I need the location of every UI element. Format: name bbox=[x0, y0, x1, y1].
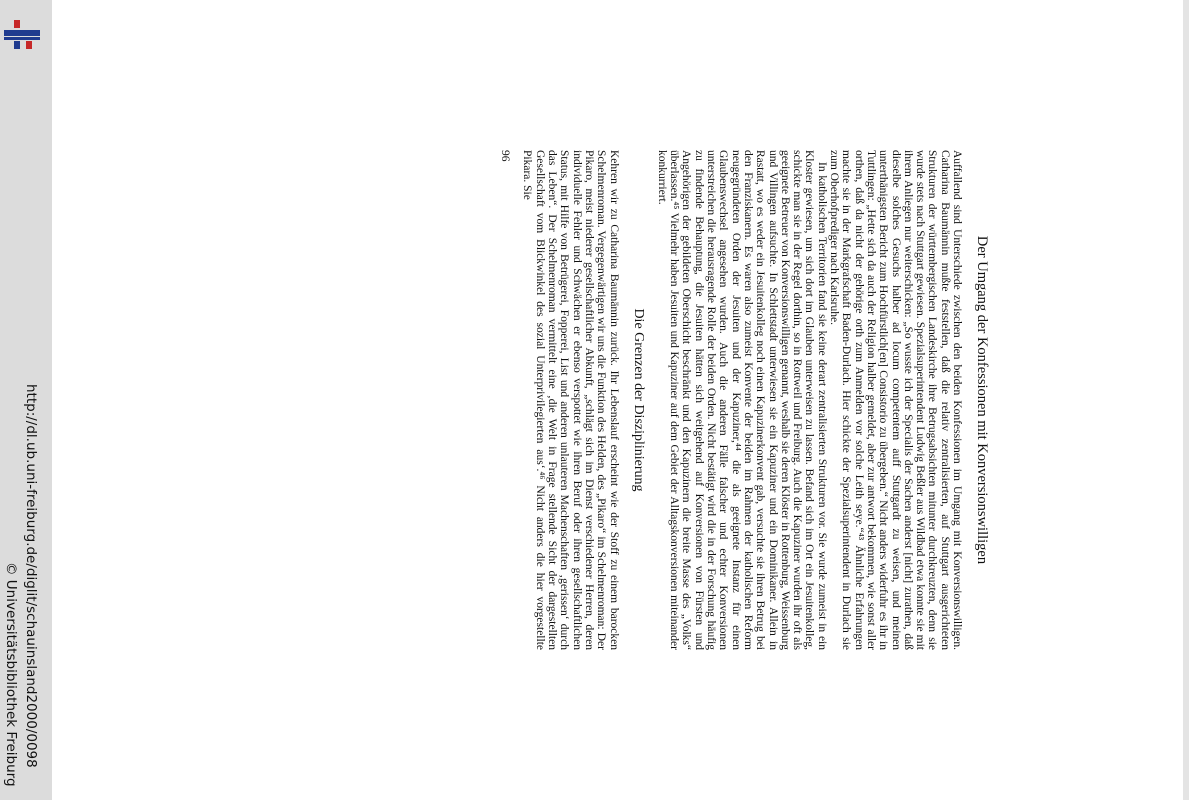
paragraph: Auffallend sind Unterschiede zwischen den beiden Konfessionen im Umgang mit Konversionswilligen. Catharina Baumännin mußte feststellen, daß die relativ zentralisierten, auf Stuttgart ausgerichteten Strukturen der württembergischen Landeskirche ihre Betrugsabsichten mitunter durchkreuzten, denn sie wurde stets nach Stuttgart gewiesen. Spezialsuperintendent Ludwig Beßler aus Wildbad etwa konnte sie mit ihrem Anliegen nur weiterschicken: „So wusste ich der Specialis der Sachen anderst [nicht] zurathen, daß dieselbe solches Gesuchs halber ad locum competentem auff Stuttgardt zu weisen, und meinen unterthänigsten Bericht zum Hochfürstlich[en] Consistorio zu übergeben.“ Nicht anders widerfuhr es ihr in Tuttlingen: „Hette sich da auch der Religion halber gemeldet, aber zur antwort bekommen, wie sonst aller orthen, daß da nicht der gehörige orth zum Anmelden vor solche Leith seye.“⁴³ Ähnliche Erfahrungen machte sie in der Markgrafschaft Baden-Durlach. Hier schickte der Spezialsuperintendent in Durlach sie zum Oberhofprediger nach Karlsruhe. bbox=[828, 150, 963, 650]
section-heading: Die Grenzen der Disziplinierung bbox=[630, 308, 646, 492]
paragraph: In katholischen Territorien fand sie keine derart zentralisierten Strukturen vor. Sie wurde zumeist in ein Kloster gewiesen, um sich dort im Glauben unterweisen zu lassen. Befand sich im Ort ein Jesuitenkolleg, schickte man sie in der Regel dorthin, so in Rottweil und Freiburg. Auch die Kapuziner wurden ihr oft als geeignete Betreuer von Konversionswilligen genannt, weshalb sie deren Klöster in Rottenburg, Weissenburg und Villingen aufsuchte. In Schlettstadt unterwiesen sie ein Kapuziner und ein Dominikaner. Allein in Rastatt, wo es weder ein Jesuitenkolleg noch einen Kapuzinerkonvent gab, versuchte sie ihren Betrug bei den Franziskanern. Es waren also zumeist Konvente der beiden im Rahmen der katholischen Reform neugegründeten Orden der Jesuiten und der Kapuziner,⁴⁴ die als geeignete Instanz für einen Glaubenswechsel angesehen wurden. Auch die anderen Fälle falscher und echter Konversionen unterstreichen die herausragende Rolle der beiden Orden. Nicht bestätigt wird die in der Forschung häufig zu findende Behauptung, die Jesuiten hätten sich weitgehend auf Konversionen von Fürsten und Angehörigen der gebildeten Oberschicht beschränkt und den Kapuzinern die breite Masse des „Volks“ überlassen.⁴⁵ Vielmehr haben Jesuiten und Kapuziner auf dem Gebiet der Alltagskonversionen miteinander konkurriert. bbox=[655, 150, 828, 650]
copyright-notice: © Universitätsbibliothek Freiburg bbox=[3, 562, 19, 787]
viewer-sidebar bbox=[0, 0, 52, 800]
scrollbar[interactable] bbox=[1183, 0, 1189, 800]
source-url[interactable]: http://dl.ub.uni-freiburg.de/diglit/schauinsland2000/0098 bbox=[23, 384, 39, 768]
university-library-freiburg-logo-icon bbox=[2, 10, 44, 50]
page-number: 96 bbox=[499, 150, 512, 162]
section-heading: Der Umgang der Konfessionen mit Konversionswilligen bbox=[974, 235, 990, 565]
paragraph: Kehren wir zu Catharina Baumännin zurück. Ihr Lebenslauf erscheint wie der Stoff zu einem barocken Schelmenroman. Vergegenwärtigen wir uns die Funktion des Helden, des „Pikaro“ im Schelmenroman: Der Pikaro, meist niederer gesellschaftlicher Abkunft, „schlägt sich im Dienst verschiedener Herren, deren individuelle Fehler und Schwächen er ebenso verspottet wie ihren Beruf oder ihren gesellschaftlichen Status, mit Hilfe von Betrügerei, Fopperei, List und anderen unlauteren Machenschaften ‚gerissen‘ durch das Leben“. Der Schelmenroman vermittelt eine ‚die Welt in Frage stellende Sicht der dargestellten Gesellschaft vom Blickwinkel des sozial Unterprivilegierten aus‘.⁴⁶ Nicht anders die hier vorgestellte Pikara. Sie bbox=[521, 150, 620, 650]
page-content bbox=[499, 150, 990, 650]
